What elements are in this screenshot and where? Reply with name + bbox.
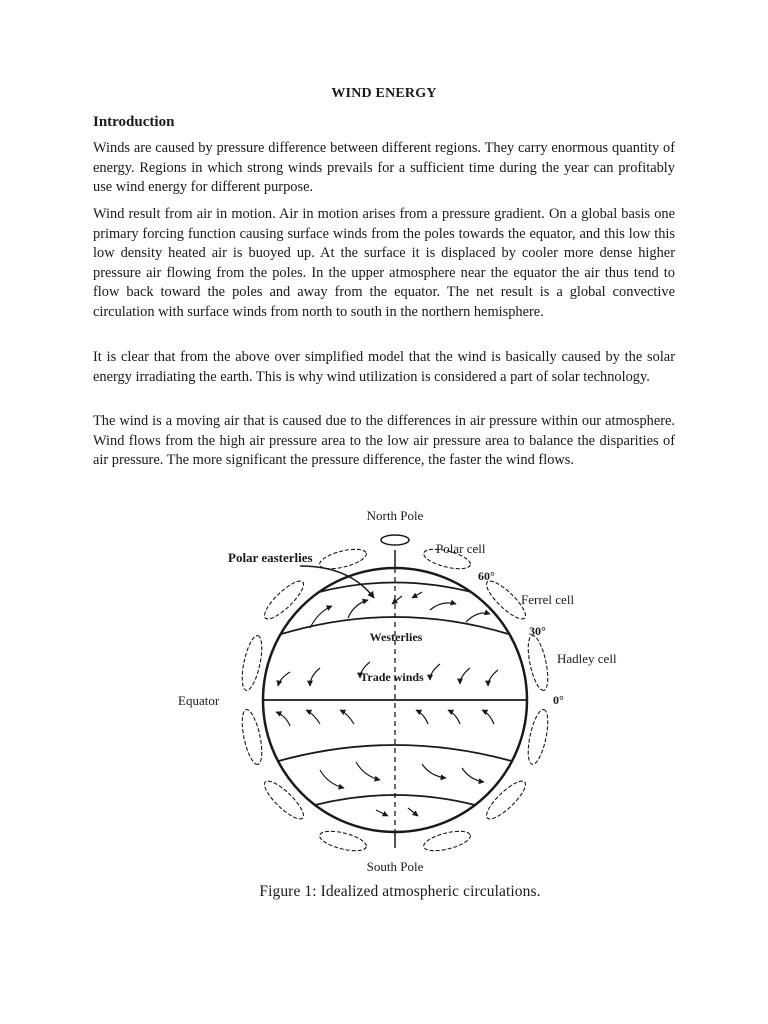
paragraph: Wind result from air in motion. Air in motion arises from a pressure gradient. On a global basis one primary forcing function causing surface winds from the poles towards the equator, and this low this low density heated air is buoyed up. At the surface it is displaced by cooler more dense higher pressure air flowing from the poles. In the upper atmosphere near the equator the air thus tend to flow back toward the poles and away from the equator. The net result is a global convective circulation with surface winds from north to south in the northern hemisphere. [93, 206, 675, 320]
latitude-60-label: 60° [478, 569, 495, 583]
paragraph: It is clear that from the above over simplified model that the wind is basically caused by the solar energy irradiating the earth. This is why wind utilization is considered a part of solar technology. [93, 349, 675, 385]
rotation-icon [381, 535, 409, 545]
ferrel-cell-label: Ferrel cell [521, 592, 575, 607]
westerlies-label: Westerlies [369, 630, 423, 644]
trade-winds-label: Trade winds [360, 670, 424, 684]
circulation-diagram [160, 500, 640, 880]
figure-caption: Figure 1: Idealized atmospheric circulations. [259, 883, 541, 900]
north-pole-label: North Pole [366, 508, 424, 523]
document-title: WIND ENERGY [331, 86, 437, 101]
hadley-cell-label: Hadley cell [557, 651, 617, 666]
polar-easterlies-label: Polar easterlies [228, 550, 313, 565]
surface-wind-arrows [276, 592, 498, 816]
atmospheric-circulation-figure [160, 500, 640, 880]
latitude-0-label: 0° [553, 693, 564, 707]
polar-cell-label: Polar cell [436, 541, 486, 556]
section-heading-introduction: Introduction [93, 114, 175, 130]
paragraph: The wind is a moving air that is caused due to the differences in air pressure within our atmosphere. Wind flows from the high air pressure area to the low air pressure area to balance the disparities of air pressure. The more significant the pressure difference, the faster the wind flows. [93, 413, 675, 468]
paragraph: Winds are caused by pressure difference between different regions. They carry enormous quantity of energy. Regions in which strong winds prevails for a sufficient time during the year can profitably use wind energy for different purpose. [93, 140, 675, 195]
equator-label: Equator [178, 693, 220, 708]
south-pole-label: South Pole [366, 859, 424, 874]
latitude-30-label: 30° [529, 624, 546, 638]
